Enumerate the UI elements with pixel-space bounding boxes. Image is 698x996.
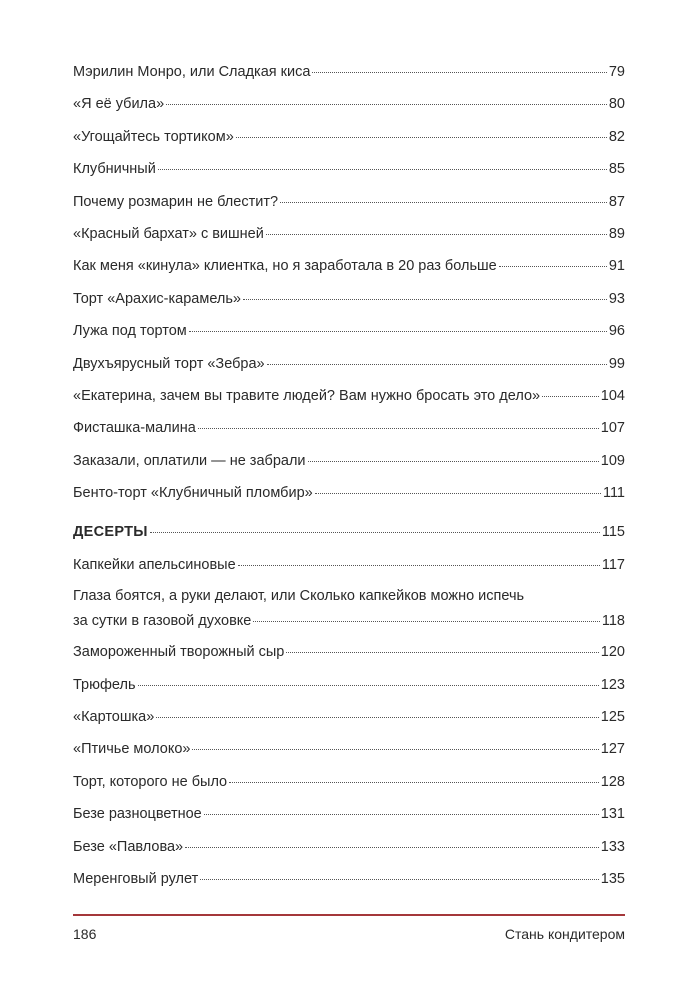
toc-entry[interactable] xyxy=(73,250,625,282)
toc-entry-title: Меренговый рулет xyxy=(73,870,199,887)
toc-entry-page: 135 xyxy=(600,870,625,887)
dot-leader xyxy=(138,685,599,686)
toc-entry-page: 80 xyxy=(608,96,625,113)
toc-entry[interactable] xyxy=(73,445,625,477)
toc-entry[interactable] xyxy=(73,315,625,347)
dot-leader xyxy=(312,72,606,73)
table-of-contents xyxy=(73,56,625,895)
toc-entry-title: Почему розмарин не блестит? xyxy=(73,193,279,210)
dot-leader xyxy=(166,104,607,105)
toc-entry[interactable] xyxy=(73,831,625,863)
toc-entry[interactable] xyxy=(73,218,625,250)
dot-leader xyxy=(315,493,601,494)
toc-entry-title: Торт «Арахис-карамель» xyxy=(73,290,241,307)
toc-entry[interactable] xyxy=(73,412,625,444)
dot-leader xyxy=(200,879,599,880)
dot-leader xyxy=(308,461,599,462)
toc-entry-title-line1: Глаза боятся, а руки делают, или Сколько капкейков можно испечь xyxy=(73,588,525,605)
toc-entry-title: «Картошка» xyxy=(73,709,155,726)
toc-entry-page: 82 xyxy=(608,128,625,145)
toc-entry-title: «Красный бархат» с вишней xyxy=(73,225,264,242)
toc-entry[interactable] xyxy=(73,549,625,581)
toc-entry[interactable] xyxy=(73,380,625,412)
dot-leader xyxy=(185,847,599,848)
toc-entry-title: Как меня «кинула» клиентка, но я заработала в 20 раз больше xyxy=(73,258,497,275)
toc-entry-title: Безе «Павлова» xyxy=(73,838,184,855)
dot-leader xyxy=(286,652,598,653)
toc-entry[interactable] xyxy=(73,348,625,380)
toc-section-title: ДЕСЕРТЫ xyxy=(73,524,148,541)
toc-entry-title: «Я её убила» xyxy=(73,96,165,113)
toc-entry[interactable] xyxy=(73,669,625,701)
toc-entry[interactable] xyxy=(73,283,625,315)
toc-entry-title-line2: за сутки в газовой духовке xyxy=(73,613,252,630)
toc-entry[interactable] xyxy=(73,636,625,668)
toc-entry[interactable] xyxy=(73,581,625,636)
toc-entry[interactable] xyxy=(73,863,625,895)
toc-entry[interactable] xyxy=(73,88,625,120)
toc-entry[interactable] xyxy=(73,56,625,88)
toc-entry-page: 111 xyxy=(602,485,625,502)
toc-entry[interactable] xyxy=(73,733,625,765)
toc-entry-page: 93 xyxy=(608,290,625,307)
toc-entry-page: 128 xyxy=(600,773,625,790)
toc-entry[interactable] xyxy=(73,186,625,218)
dot-leader xyxy=(156,717,599,718)
toc-entry-page: 123 xyxy=(600,676,625,693)
toc-entry-page: 115 xyxy=(601,524,625,541)
toc-entry[interactable] xyxy=(73,153,625,185)
dot-leader xyxy=(229,782,599,783)
toc-entry-title: Замороженный творожный сыр xyxy=(73,644,285,661)
dot-leader xyxy=(499,266,607,267)
footer-divider xyxy=(73,914,625,916)
dot-leader xyxy=(150,532,600,533)
toc-entry[interactable] xyxy=(73,477,625,509)
toc-entry-page: 133 xyxy=(600,838,625,855)
dot-leader xyxy=(236,137,607,138)
toc-entry[interactable] xyxy=(73,798,625,830)
dot-leader xyxy=(542,396,599,397)
toc-entry-page: 91 xyxy=(608,258,625,275)
toc-entry-title: Клубничный xyxy=(73,161,156,178)
toc-entry[interactable] xyxy=(73,766,625,798)
toc-entry-title: Двухъярусный торт «Зебра» xyxy=(73,355,265,372)
toc-entry[interactable] xyxy=(73,121,625,153)
toc-entry-page: 120 xyxy=(600,644,625,661)
toc-entry-page: 109 xyxy=(600,452,625,469)
toc-entry-page: 107 xyxy=(600,420,625,437)
footer-page-number: 186 xyxy=(73,926,97,942)
dot-leader xyxy=(189,331,607,332)
toc-entry-title: Бенто-торт «Клубничный пломбир» xyxy=(73,485,313,502)
dot-leader xyxy=(243,299,607,300)
toc-entry-title: Торт, которого не было xyxy=(73,773,228,790)
toc-entry-title: Фисташка-малина xyxy=(73,420,196,437)
dot-leader xyxy=(158,169,607,170)
dot-leader xyxy=(266,234,607,235)
toc-entry-title: «Птичье молоко» xyxy=(73,741,191,758)
toc-entry-page: 125 xyxy=(600,709,625,726)
toc-entry-page: 99 xyxy=(608,355,625,372)
toc-entry-page: 127 xyxy=(600,741,625,758)
toc-entry-page: 131 xyxy=(600,806,625,823)
toc-entry-title: Лужа под тортом xyxy=(73,323,187,340)
footer-book-title: Стань кондитером xyxy=(504,926,625,942)
toc-entry-page: 87 xyxy=(608,193,625,210)
dot-leader xyxy=(204,814,599,815)
dot-leader xyxy=(238,565,600,566)
toc-entry-page: 118 xyxy=(601,613,625,630)
dot-leader xyxy=(192,749,598,750)
toc-entry-title: «Угощайтесь тортиком» xyxy=(73,128,234,145)
toc-entry-title: Мэрилин Монро, или Сладкая киса xyxy=(73,64,311,80)
toc-entry[interactable] xyxy=(73,701,625,733)
toc-entry-page: 79 xyxy=(608,64,625,80)
toc-entry-title: Заказали, оплатили — не забрали xyxy=(73,452,306,469)
dot-leader xyxy=(198,428,599,429)
toc-entry-title: Капкейки апельсиновые xyxy=(73,556,236,573)
toc-entry-title: Безе разноцветное xyxy=(73,806,202,823)
toc-entry-page: 85 xyxy=(608,161,625,178)
toc-section-desserts[interactable] xyxy=(73,516,625,548)
toc-entry-page: 89 xyxy=(608,225,625,242)
toc-entry-title: Трюфель xyxy=(73,676,136,693)
toc-entry-page: 117 xyxy=(601,556,625,573)
dot-leader xyxy=(280,202,607,203)
toc-entry-title: «Екатерина, зачем вы травите людей? Вам нужно бросать это дело» xyxy=(73,387,541,404)
dot-leader xyxy=(253,621,599,622)
toc-entry-page: 96 xyxy=(608,323,625,340)
dot-leader xyxy=(267,364,607,365)
toc-entry-page: 104 xyxy=(600,387,625,404)
